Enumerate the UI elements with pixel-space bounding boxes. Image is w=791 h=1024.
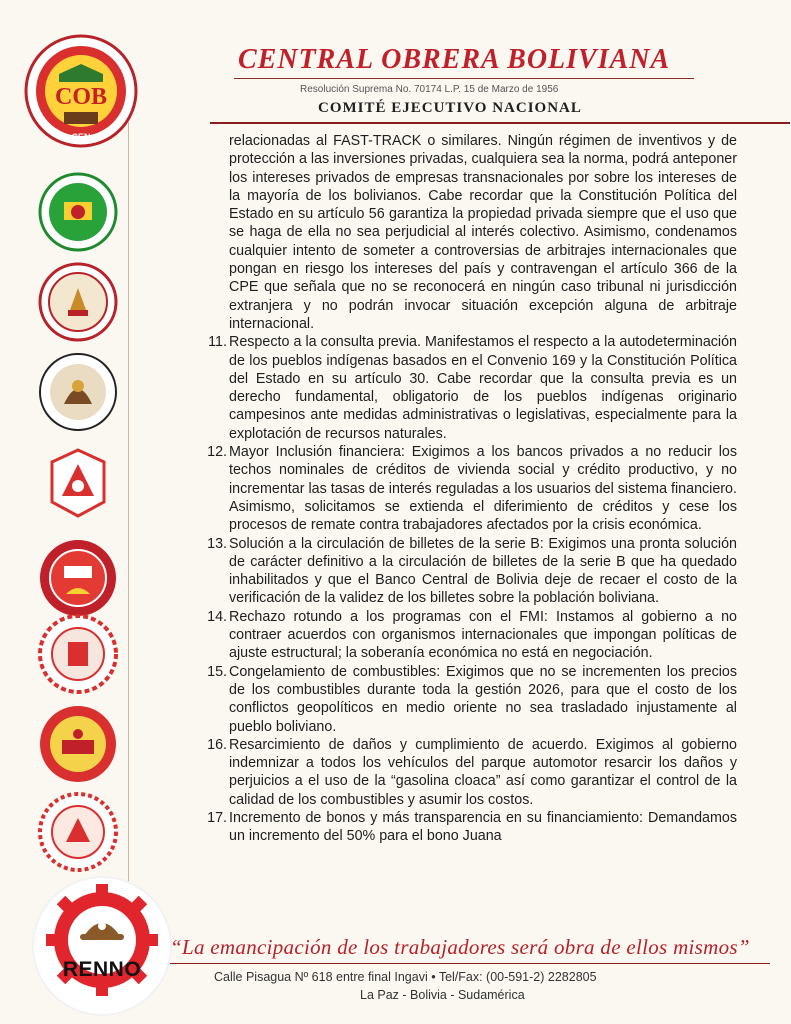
departmental-logo-la-paz — [38, 172, 118, 252]
intro-paragraph: relacionadas al FAST-TRACK o similares. Ningún régimen de inventivos y de protección a las inversiones privadas, cualquiera sea la norma, podrá anteponer los intereses privados de empresas transnacionales por sobre los intereses de la mayoría de los bolivianos. Cabe recordar que la Constitución Política del Estado en su artículo 56 garantiza la propiedad privada siempre que el uso que se haga de ella no sea perjudicial al interés colectivo. Asimismo, condenamos cualquier intento de someter a controversias de arbitrajes internacionales que pongan en riesgo los intereses del país y contravengan el artículo 366 de la CPE que señala que no se reconocerá en ningún caso tribunal ni jurisdicción extranjera y no podrán invocar situación excepción alguna de arbitraje internacional. — [229, 133, 737, 332]
item-number: 12. — [207, 444, 227, 461]
document-body — [207, 132, 737, 846]
footer-slogan: “La emancipación de los trabajadores será obra de ellos mismos” — [170, 935, 750, 959]
tarija-emblem-icon — [38, 704, 118, 784]
cob-main-logo — [24, 34, 138, 148]
oruro-emblem-icon — [38, 262, 118, 342]
committee-name: COMITÉ EJECUTIVO NACIONAL — [318, 100, 582, 116]
item-number: 13. — [207, 535, 227, 552]
item-text: Rechazo rotundo a los programas con el FMI: Instamos al gobierno a no contraer acuerdos con organismos internacionales que impongan políticas de ajuste estructural; la soberanía económica no está en negociación. — [229, 608, 737, 662]
footer-city: La Paz - Bolivia - Sudamérica — [360, 988, 525, 1002]
side-border-line — [128, 122, 129, 892]
footer-address: Calle Pisagua Nº 618 entre final Ingavi • Tel/Fax: (00-591-2) 2282805 — [214, 970, 597, 984]
item-text: Congelamiento de combustibles: Exigimos que no se incrementen los precios de los combustibles durante toda la gestión 2026, para que el costo de los conflictos geopolíticos en medio oriente no sea trasladado injustamente al pueblo boliviano. — [229, 663, 737, 735]
cob-emblem-icon — [24, 34, 138, 148]
departmental-logo-potosi — [38, 442, 118, 522]
la-paz-emblem-icon — [38, 172, 118, 252]
item-number: 17. — [207, 809, 227, 826]
renno-label: RENNO — [62, 958, 142, 981]
list-item — [208, 333, 737, 443]
departmental-logo-tarija — [38, 704, 118, 784]
item-text: Incremento de bonos y más transparencia en su financiamiento: Demandamos un incremento del 50% para el bono Juana — [229, 809, 737, 845]
svg-text:CEN: CEN — [71, 132, 91, 142]
potosi-emblem-icon — [38, 442, 118, 522]
header-divider — [234, 78, 694, 79]
departmental-logo-chuquisaca — [38, 614, 118, 694]
gear-icon — [34, 878, 170, 1014]
item-number: 14. — [207, 608, 227, 625]
beni-emblem-icon — [38, 792, 118, 872]
departmental-logo-oruro — [38, 262, 118, 342]
top-border-line — [210, 122, 790, 124]
list-item — [207, 443, 737, 534]
svg-text:COB: COB — [54, 84, 108, 110]
resolution-text: Resolución Suprema No. 70174 L.P. 15 de Marzo de 1956 — [300, 84, 559, 95]
list-item — [207, 663, 737, 736]
item-text: Resarcimiento de daños y cumplimiento de acuerdo. Exigimos al gobierno indemnizar a todos los vehículos del parque automotor resarcir los daños y perjuicios a el uso de la “gasolina cloaca” así como garantizar el control de la calidad de los combustibles y asumir los costos. — [229, 736, 737, 808]
chuquisaca-emblem-icon — [38, 614, 118, 694]
list-item — [207, 736, 737, 809]
item-text: Respecto a la consulta previa. Manifestamos el respecto a la autodeterminación de los pueblos indígenas basados en el Convenio 169 y la Constitución Política del Estado en su artículo 30. Cabe recordar que la consulta previa es un derecho fundamental, obligatorio de los pueblos indígenas originario campesinos ante medidas administrativas o legislativas, especialmente para la explotación de recursos naturales. — [229, 334, 737, 442]
item-text: Solución a la circulación de billetes de la serie B: Exigimos una pronta solución de carácter definitivo a la circulación de billetes de la serie B que ha quedado inhabilitados y que el Banco Central de Bolivia deje de recaer el costo de la verificación de la validez de los billetes sobre la población boliviana. — [229, 535, 737, 607]
cochabamba-emblem-icon — [38, 352, 118, 432]
departmental-logo-santa-cruz — [38, 538, 118, 618]
footer-divider — [170, 963, 770, 964]
list-item — [207, 608, 737, 663]
departmental-logo-cochabamba — [38, 352, 118, 432]
list-item — [207, 809, 737, 846]
organization-name: CENTRAL OBRERA BOLIVIANA — [238, 44, 671, 75]
item-number: 11. — [208, 334, 227, 351]
departmental-logo-beni — [38, 792, 118, 872]
list-item — [207, 535, 737, 608]
item-text: Mayor Inclusión financiera: Exigimos a los bancos privados a no reducir los techos nominales de créditos de vivienda social y crédito productivo, y no incrementar las tasas de interés reguladas a los usuarios del sistema financiero. Asimismo, solicitamos se extienda el diferimiento de créditos y cese los procesos de remate contra trabajadores afectados por la crisis económica. — [229, 444, 737, 534]
renno-badge — [34, 878, 170, 1014]
santa-cruz-emblem-icon — [38, 538, 118, 618]
item-number: 16. — [207, 736, 227, 753]
item-number: 15. — [207, 663, 227, 680]
